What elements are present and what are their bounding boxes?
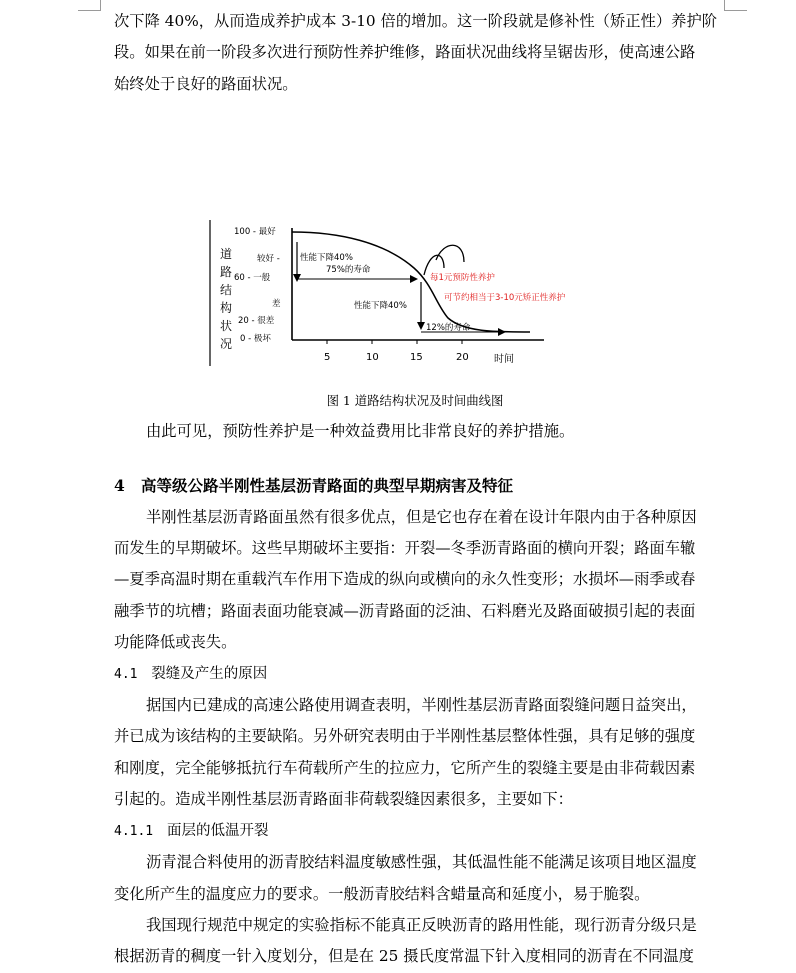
section-heading-4-1-1 [114, 816, 724, 847]
y-tick-label: 差 [272, 299, 281, 310]
section-heading-4-1 [114, 659, 724, 690]
heading-text: 裂缝及产生的原因 [151, 665, 268, 682]
y-label-char: 状 [220, 319, 233, 334]
page-corner-mark-left [78, 0, 101, 11]
paragraph-line: 沥青混合料使用的沥青胶结料温度敏感性强，其低温性能不能满足该项目地区温度 [146, 853, 697, 872]
heading-number: 4 [114, 475, 125, 495]
annotation-drop-1: 性能下降40% [300, 253, 353, 264]
paragraph-line: 我国现行规范中规定的实验指标不能真正反映沥青的路用性能，现行沥青分级只是 [146, 915, 697, 934]
y-label-char: 道 [220, 247, 233, 262]
y-label-char: 构 [220, 301, 233, 316]
heading-number: 4.1.1 [114, 823, 154, 839]
y-tick-labels [234, 226, 281, 344]
y-label-char: 况 [220, 337, 233, 352]
x-tick-label: 5 [324, 352, 331, 364]
annotation-life-2: 12%的寿命 [426, 323, 471, 334]
y-label-char: 路 [220, 265, 233, 280]
y-tick-label: 较好 - [257, 254, 280, 265]
paragraph-line: 次下降 40%，从而造成养护成本 3-10 倍的增加。这一阶段就是修补性（矫正性）养护阶 [114, 12, 718, 30]
chart-svg [114, 100, 724, 392]
y-label-char: 结 [220, 283, 233, 298]
annotation-drop-2: 性能下降40% [354, 301, 407, 312]
x-axis-label: 时间 [494, 354, 514, 366]
arrow-head [498, 328, 506, 336]
y-tick-label: 20 - 很差 [238, 316, 275, 327]
y-tick-label: 60 - 一般 [234, 273, 271, 284]
paragraph-line: 段。如果在前一阶段多次进行预防性养护维修，路面状况曲线将呈锯齿形，使高速公路 [114, 43, 696, 62]
y-axis-label [220, 247, 232, 351]
annotation-life-1: 75%的寿命 [326, 265, 371, 276]
paragraph-line: 根据沥青的稠度一针入度划分，但是在 25 摄氏度常温下针入度相同的沥青在不同温度 [114, 947, 694, 966]
paragraph-line: 功能降低或丧失。 [114, 633, 237, 652]
arrow-head [293, 274, 301, 282]
paragraph-line: 据国内已建成的高速公路使用调查表明，半刚性基层沥青路面裂缝问题日益突出， [146, 696, 697, 715]
x-tick-label: 15 [410, 352, 423, 364]
heading-number: 4.1 [114, 666, 138, 682]
y-tick-label: 0 - 极坏 [240, 334, 271, 345]
heading-text: 面层的低温开裂 [166, 822, 269, 839]
figure-road-condition-chart [114, 100, 724, 409]
y-tick-label: 100 - 最好 [234, 227, 276, 238]
page-corner-mark-right [724, 0, 747, 11]
annotation-red-1: 每1元预防性养护 [430, 273, 495, 284]
paragraph-line: 始终处于良好的路面状况。 [114, 74, 298, 93]
paragraph-line: 和刚度，完全能够抵抗行车荷载所产生的拉应力，它所产生的裂缝主要是由非荷载因素 [114, 758, 696, 777]
figure-caption: 图 1 道路结构状况及时间曲线图 [326, 393, 504, 409]
paragraph-line: 融季节的坑槽；路面表面功能衰减—沥青路面的泛油、石料磨光及路面破损引起的表面 [114, 601, 696, 620]
paragraph-line: 而发生的早期破坏。这些早期破坏主要指：开裂—冬季沥青路面的横向开裂；路面车辙 [114, 539, 696, 558]
paragraph-line: 引起的。造成半刚性基层沥青路面非荷载裂缝因素很多，主要如下： [114, 790, 573, 809]
paragraph-line: 由此可见，预防性养护是一种效益费用比非常良好的养护措施。 [146, 422, 575, 441]
heading-text: 高等级公路半刚性基层沥青路面的典型早期病害及特征 [141, 475, 514, 495]
arrow-head [410, 275, 418, 283]
paragraph-line: 变化所产生的温度应力的要求。一般沥青胶结料含蜡量高和延度小，易于脆裂。 [114, 884, 650, 903]
paragraph-line: —夏季高温时期在重载汽车作用下造成的纵向或横向的永久性变形；水损坏—雨季或春 [114, 570, 696, 589]
x-tick-labels [324, 352, 514, 365]
annotation-red-2: 可节约相当于3-10元矫正性养护 [444, 293, 566, 304]
x-tick-label: 10 [366, 352, 379, 364]
section-heading-4 [114, 470, 724, 502]
x-tick-label: 20 [456, 352, 469, 364]
maintenance-loop [436, 245, 464, 262]
paragraph-line: 并已成为该结构的主要缺陷。另外研究表明由于半刚性基层整体性强，具有足够的强度 [114, 727, 696, 746]
arrow-head [417, 322, 425, 330]
paragraph-line: 半刚性基层沥青路面虽然有很多优点，但是它也存在着在设计年限内由于各种原因 [146, 507, 697, 526]
document-page [114, 0, 724, 973]
